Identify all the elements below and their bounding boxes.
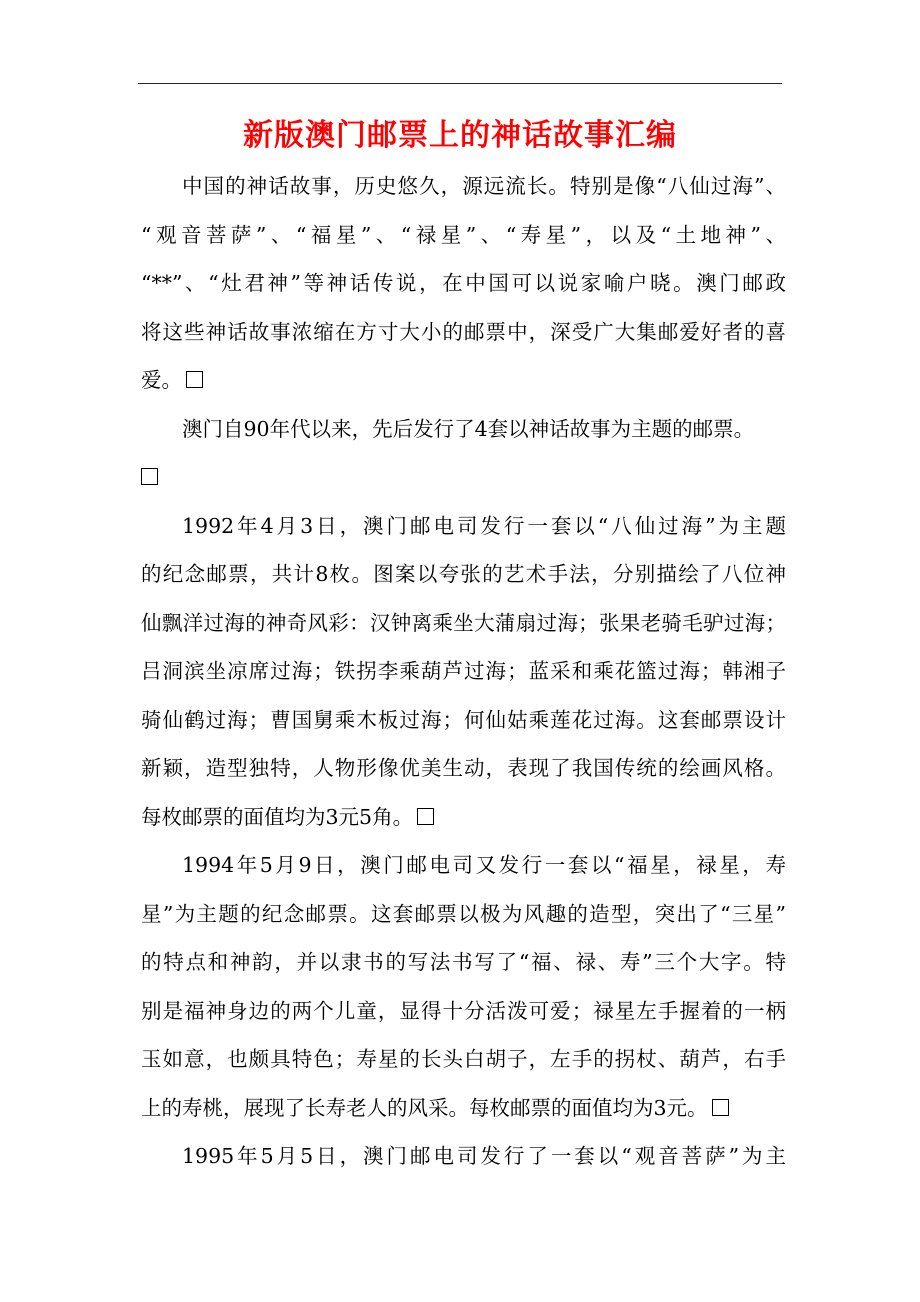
paragraph-line: 别是福神身边的两个儿童，显得十分活泼可爱；禄星左手握着的一柄 [141,998,786,1023]
paragraph-line: 澳门自90年代以来，先后发行了4套以神话故事为主题的邮票。 [182,416,755,441]
paragraph-line: 骑仙鹤过海；曹国舅乘木板过海；何仙姑乘莲花过海。这套邮票设计 [141,707,786,732]
paragraph-line: 星”为主题的纪念邮票。这套邮票以极为风趣的造型，突出了“三星” [141,901,786,926]
paragraph-line: “观音菩萨”、“福星”、“禄星”、“寿星”，以及“土地神”、 [141,222,786,247]
paragraph-line-wrap [141,453,786,502]
paragraph-line: 1992年4月3日，澳门邮电司发行一套以“八仙过海”为主题 [182,513,786,538]
paragraph-2 [141,405,786,502]
paragraph-line: 仙飘洋过海的神奇风彩：汉钟离乘坐大蒲扇过海；张果老骑毛驴过海； [141,610,786,635]
paragraph-line: 新颖，造型独特，人物形像优美生动，表现了我国传统的绘画风格。 [141,756,786,780]
paragraph-5 [141,1132,786,1181]
document-body [141,162,786,1181]
paragraph-line: 吕洞滨坐凉席过海；铁拐李乘葫芦过海；蓝采和乘花篮过海；韩湘子 [141,659,786,683]
paragraph-line: “**”、“灶君神”等神话传说，在中国可以说家喻户晓。澳门邮政 [141,271,786,295]
paragraph-line: 中国的神话故事，历史悠久，源远流长。特别是像“八仙过海”、 [182,174,786,198]
paragraph-line-wrap [141,356,786,405]
document-title: 新版澳门邮票上的神话故事汇编 [243,118,677,153]
header-rule [138,83,782,84]
placeholder-box-icon [186,371,203,388]
paragraph-line: 的纪念邮票，共计8枚。图案以夸张的艺术手法，分别描绘了八位神 [141,562,786,586]
placeholder-box-icon [712,1099,729,1116]
paragraph-line-wrap [141,793,786,842]
placeholder-box-icon [141,468,158,485]
paragraph-line: 爱。 [141,368,182,392]
paragraph-line: 将这些神话故事浓缩在方寸大小的邮票中，深受广大集邮爱好者的喜 [141,319,786,344]
paragraph-1 [141,162,786,405]
placeholder-box-icon [417,808,434,825]
paragraph-line: 1994年5月9日，澳门邮电司又发行一套以“福星，禄星，寿 [182,853,786,877]
paragraph-line: 玉如意，也颇具特色；寿星的长头白胡子，左手的拐杖、葫芦，右手 [141,1047,786,1071]
paragraph-line: 的特点和神韵，并以隶书的写法书写了“福、禄、寿”三个大字。特 [141,950,786,974]
paragraph-line-wrap [141,1084,786,1133]
paragraph-line: 上的寿桃，展现了长寿老人的风采。每枚邮票的面值均为3元。 [141,1095,708,1120]
paragraph-4 [141,841,786,1132]
paragraph-3 [141,502,786,842]
paragraph-line: 每枚邮票的面值均为3元5角。 [141,804,414,829]
paragraph-line: 1995年5月5日，澳门邮电司发行了一套以“观音菩萨”为主 [182,1144,786,1168]
